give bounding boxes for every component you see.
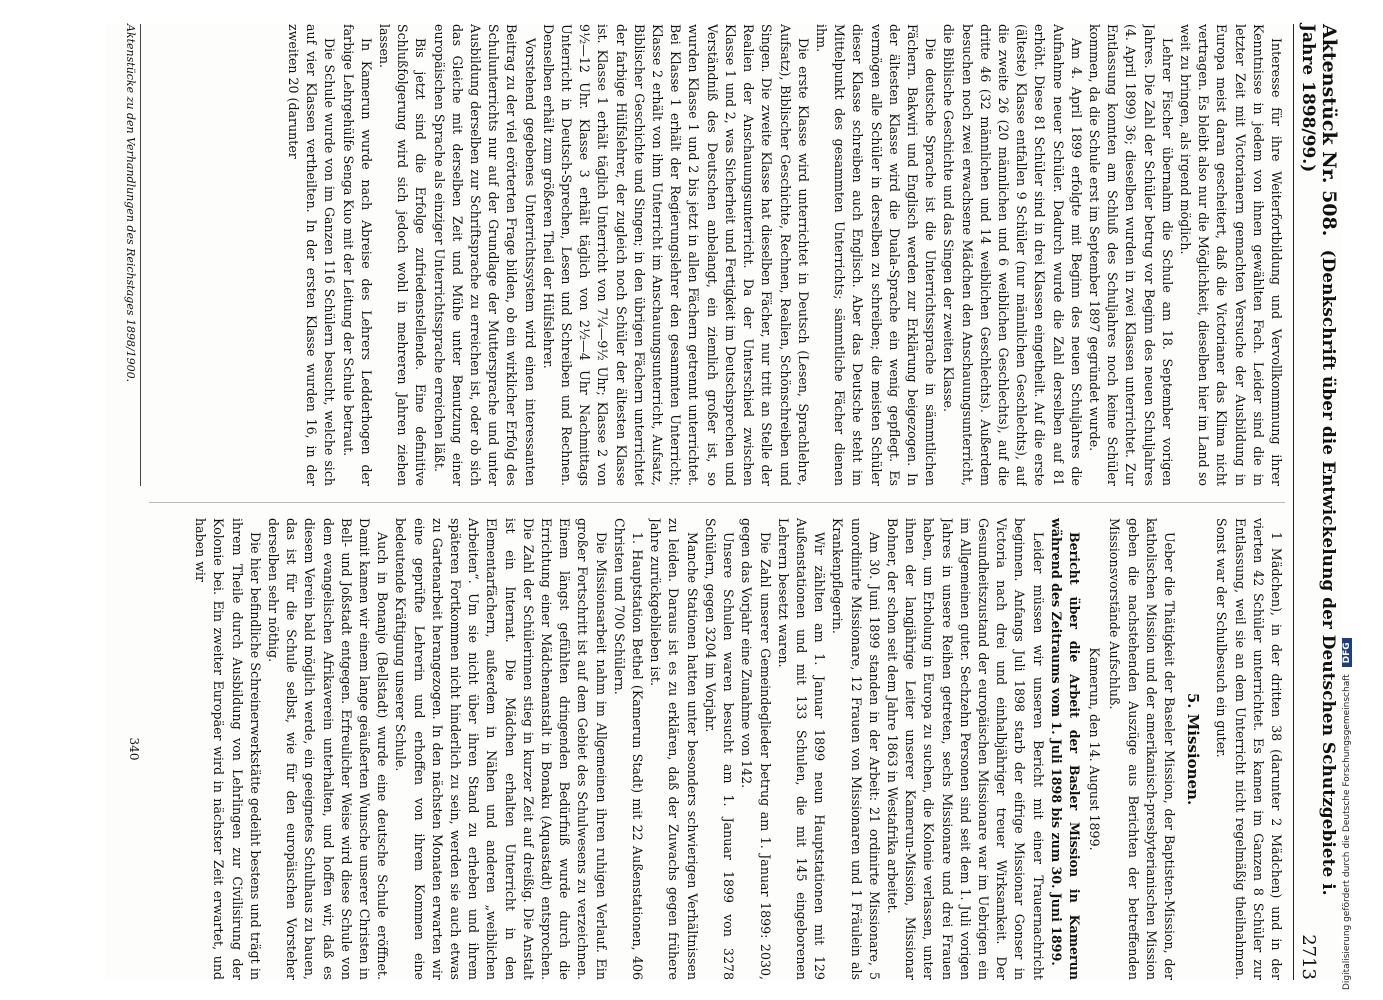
paragraph: Die deutsche Sprache ist die Unterrichtssprache in sämmtlichen Fächern. Bakwiri und Englisch werden zur Erklärung beigezogen. In der ältesten Klasse wird die Duala-Sprache ein wenig gepflegt. Es vermögen alle Schüler in derselben zu schreiben; die meisten Schüler dieser Klasse schreiben auch Englisch. Aber das Deutsche steht im Mittelpunkt des gesammten Unterrichts; sämmtliche Fächer dienen ihm. [813,24,939,486]
digitization-credit [1342,0,1352,990]
dateline: Kamerun, den 14. August 1899. [1087,647,1103,851]
page-header [1293,24,1341,980]
section-heading: 5. Missionen. [1184,692,1203,806]
paragraph: Leider müssen wir unseren Bericht mit einer Trauernachricht beginnen. Anfangs Juli 1898 starb der eifrige Missionar Gonser in Victoria nach drei und einhalbjähriger treuer Wirksamkeit. Der Gesundheitszustand der europäischen Missionare war im Uebrigen ein im Allgemeinen guter. Sechzehn Personen sind seit dem 1. Juli vorigen Jahres in unsere Reihen getreten, sechs Missionare und drei Frauen haben, um Erholung in Europa zu suchen, die Kolonie verlassen, unter ihnen der langjährige Leiter unserer Kamerun-Mission, Missionar Bohner, der schon seit dem Jahre 1863 in Westafrika arbeitet. [884,518,1046,980]
header-left [1298,24,1340,934]
paragraph: 1 Mädchen), in der dritten 38 (darunter 2 Mädchen) und in der vierten 42 Schüler unterrichtet. Es kamen im Ganzen 8 Schüler zur Entlassung, weil sie an dem Unterricht nicht regelmäßig theilnahmen. Sonst war der Schulbesuch ein guter. [1214,518,1284,980]
paragraph: Lehrer Fischer übernahm die Schule am 18. September vorigen Jahres. Die Zahl der Schüler betrug vor Beginn des neuen Schuljahres (4. April 1899) 36; dieselben wurden in zwei Klassen unterrichtet. Zur Entlassung konnten am Schluß des Schuljahres noch keine Schüler kommen, da die Schule erst im September 1897 gegründet wurde. [1086,24,1175,486]
paragraph: 1. Hauptstation Bethel (Kamerun Stadt) mit 22 Außenstationen, 406 Christen und 700 Schülern. [611,518,646,980]
paragraph: Die Schule wurde von im Ganzen 116 Schülern besucht, welche sich auf vier Klassen vertheilten. In der ersten Klasse wurden 16, in der zweiten 20 (darunter [286,24,338,486]
right-text-column [149,518,1285,980]
document-reference: Aktenstück Nr. 508. [1318,24,1340,237]
footnote: Aktenstücke zu den Verhandlungen des Reichstages 1898/1900. [124,24,141,486]
paragraph: Wir zählten am 1. Januar 1899 neun Hauptstationen mit 129 Außenstationen und mit 133 Schulen, die mit 145 eingeborenen Lehrern besetzt waren. [775,518,828,980]
left-text-column [149,24,1285,486]
document-title: (Denkschrift über die Entwickelung der Deutschen Schutzgebiete i. Jahre 1898/99.) [1298,24,1338,896]
paragraph: In Kamerun wurde nach Abreise des Lehrers Ledderhogen der farbige Lehrgehülfe Senga Kuo mit der Leitung der Schule betraut. [340,24,374,486]
dfg-logo: DFG [1342,638,1352,667]
paragraph: Vorstehend gegebenes Unterrichtssystem wird einen interessanten Beitrag zu der viel erörterten Frage bilden, ob ein wirklicher Erfolg des Schulunterrichts nur auf der Grundlage der Muttersprache und unter Ausbildung derselben zur Schriftsprache zu erreichen ist, oder ob sich das Gleiche mit derselben Zeit und Mühe unter Benutzung einer europäischen Sprache als einziger Unterrichtssprache erreichen läßt. [431,24,538,486]
paragraph: Die hier befindliche Schreinerwerkstätte gedeiht bestens und trägt in ihrem Theile durch Ausbildung von Lehrlingen zur Civilisirung der Kolonie bei. Ein zweiter Europäer wird in nächster Zeit erwartet, und haben wir [193,518,263,980]
paragraph: Die Missionsarbeit nahm im Allgemeinen ihren ruhigen Verlauf. Ein großer Fortschritt ist auf dem Gebiet des Schulwesens zu verzeichnen. Einem längst gefühlten dringenden Bedürfniß wurde durch die Errichtung einer Mädchenanstalt in Bonaku (Aquastadt) entsprochen. Die Zahl der Schülerinnen stieg in kurzer Zeit auf dreißig. Die Anstalt ist ein Internat. Die Mädchen erhalten Unterricht in den Elementarfächern, außerdem in Nähen und anderen „weiblichen Arbeiten“. Um sie nicht über ihren Stand zu erheben und ihrem späteren Fortkommen nicht hinderlich zu sein, werden sie auch etwas zu Gartenarbeit herangezogen. In den nächsten Monaten erwarten wir eine geprüfte Lehrerin und erhoffen von ihrem Kommen eine bedeutende Kräftigung unserer Schule. [393,518,609,980]
paragraph: Die Zahl unserer Gemeindeglieder betrug am 1. Januar 1899: 2030, gegen das Vorjahr eine Zunahme von 142. [739,518,773,980]
sheet-signature: 340 [127,737,141,761]
page-number: 2713 [1298,934,1319,980]
paragraph: Am 4. April 1899 erfolgte mit Beginn des neuen Schuljahres die Aufnahme neuer Schüler. Dadurch wurde die Zahl derselben auf 81 erhöht. Diese 81 Schüler sind in drei Klassen eingetheilt. Auf die erste (älteste) Klasse entfallen 9 Schüler (nur männlichen Geschlechts), auf die zweite 26 (20 männlichen und 6 weiblichen Geschlechts), auf die dritte 46 (32 männlichen und 14 weiblichen Geschlechts). Außerdem besuchen noch zwei erwachsene Mädchen den Anschauungsunterricht, die Biblische Geschichte und das Singen der zweiten Klasse. [941,24,1084,486]
paragraph: Die erste Klasse wird unterrichtet in Deutsch (Lesen, Sprachlehre, Aufsatz), Biblischer Geschichte, Rechnen, Realien, Schönschreiben und Singen. Die zweite Klasse hat dieselben Fächer, nur tritt an Stelle der Realien der Anschauungsunterricht. Da der Unterschied zwischen Klasse 1 und 2, was Sicherheit und Fertigkeit im Deutschsprechen und Verständniß des Deutschen anbelangt, ein ziemlich großer ist, so wurden Klasse 1 und 2 bis jetzt in allen Fächern getrennt unterrichtet. Bei Klasse 1 erhält der Regierungslehrer den gesammten Unterricht; Klasse 2 erhält von ihm Unterricht im Anschauungsunterricht, Aufsatz, Biblischer Geschichte und Singen; in den übrigen Fächern unterrichtet der farbige Hülfslehrer, der zugleich noch Schüler der ältesten Klasse ist. Klasse 1 erhält täglich Unterricht von 7¼—9½ Uhr; Klasse 2 von 9½—12 Uhr. Klasse 3 erhält täglich von 2½—4 Uhr Nachmittags Unterricht in Deutsch-Sprechen, Lesen und Schreiben und Rechnen. Denselben erhält zum größeren Theil der Hülfslehrer. [540,24,811,486]
paragraph: Auch in Bonanjo (Bellstadt) wurde eine deutsche Schule eröffnet. Damit kamen wir einem lange geäußerten Wunsche unserer Christen in Bell- und Joßstadt entgegen. Erfreulicher Weise wird diese Schule von dem evangelischen Afrikaverein unterhalten, und hoffen wir, daß es diesem Verein bald möglich werde, ein geeignetes Schulhaus zu bauen, das ist für die Schule selbst, wie für den europäischen Vorsteher derselben sehr nöthig. [266,518,391,980]
rotated-document-page [105,24,1341,980]
paragraph: Interesse für ihre Weiterfortbildung und Vervollkommnung ihrer Kenntnisse in jedem von ihnen gewählten Fach. Leider sind die in letzter Zeit mit Victorianern gemachten Versuche der Ausbildung in Europa meist daran gescheitert, daß die Victorianer das Klima nicht vertragen. Es bleibt also nur die Möglichkeit, dieselben hier im Land so weit zu bringen, als irgend möglich. [1177,24,1284,486]
digitization-credit-text: Digitalisierung gefördert durch die Deutsche Forschungsgemeinschaft [1342,674,1352,990]
column-divider [149,502,1285,503]
report-heading: Bericht über die Arbeit der Basler Mission in Kamerun während des Zeitraums vom 1. Juli 1898 bis zum 30. Juni 1899. [1048,518,1082,980]
paragraph: Ueber die Thätigkeit der Baseler Mission, der Baptisten-Mission, der katholischen Mission und der amerikanisch-presbyterianischen Mission geben die nachstehenden Auszüge aus Berichten der betreffenden Missionsvorstände Aufschluß. [1107,518,1177,980]
paragraph: Bis jetzt sind die Erfolge zufriedenstellende. Eine definitive Schlußfolgerung wird sich jedoch wohl in mehreren Jahren ziehen lassen. [377,24,429,486]
paragraph: Unsere Schulen waren besucht am 1. Januar 1899 von 3278 Schülern, gegen 3204 im Vorjahr. [702,518,737,980]
paragraph: Manche Stationen hatten unter besonders schwierigen Verhältnissen zu leiden. Daraus ist es zu erklären, daß der Zuwachs gegen frühere Jahre zurückgeblieben ist. [648,518,700,980]
paragraph: Am 30. Juni 1899 standen in der Arbeit: 21 ordinirte Missionare, 5 unordinirte Missionare, 12 Frauen von Missionaren und 1 Fräulein als Krankenpflegerin. [830,518,882,980]
